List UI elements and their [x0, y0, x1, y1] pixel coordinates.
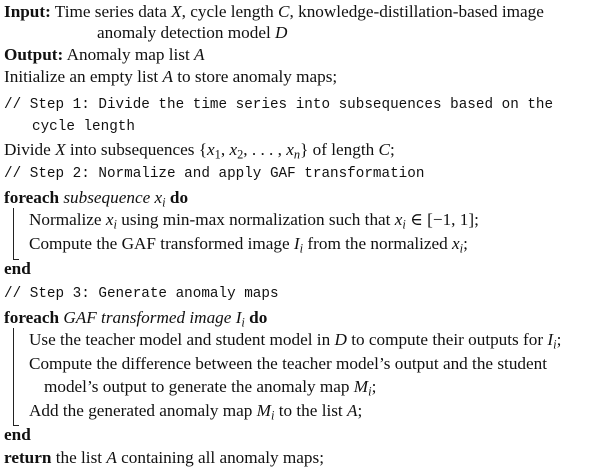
difference-line-cont: model’s output to generate the anomaly map $M_i$;: [44, 377, 377, 399]
foreach-keyword: foreach: [4, 308, 60, 327]
add-map-line: Add the generated anomaly map $M_i$ to the list A;: [29, 401, 363, 423]
return-line: return the list A containing all anomaly maps;: [4, 448, 324, 467]
loop1-rule: [13, 208, 14, 260]
step3-comment: // Step 3: Generate anomaly maps: [4, 286, 279, 302]
return-keyword: return: [4, 448, 52, 467]
divide-line: Divide X into subsequences {$x_1$, $x_2$, . . . , $x_n$} of length C;: [4, 140, 395, 162]
input-label: Input:: [4, 2, 51, 21]
input-line: Input: Time series data X, cycle length C, knowledge-distillation-based image: [4, 2, 544, 21]
gaf-line: Compute the GAF transformed image $I_i$ from the normalized $x_i$;: [29, 234, 468, 256]
do-keyword: do: [169, 188, 189, 207]
initialize-line: Initialize an empty list A to store anomaly maps;: [4, 67, 338, 86]
foreach-keyword: foreach: [4, 188, 60, 207]
difference-line: Compute the difference between the teacher model’s output and the student: [29, 354, 547, 373]
loop2-rule: [13, 328, 14, 426]
end-keyword-2: end: [4, 425, 31, 444]
step1-comment-cont: cycle length: [32, 119, 135, 135]
foreach-subsequence-line: foreach subsequence $x_i$ do: [4, 188, 189, 210]
input-continuation: anomaly detection model D: [97, 23, 288, 42]
output-line: Output: Anomaly map list A: [4, 45, 205, 64]
end-keyword-1: end: [4, 259, 31, 278]
step2-comment: // Step 2: Normalize and apply GAF transformation: [4, 166, 425, 182]
step1-comment: // Step 1: Divide the time series into subsequences based on the: [4, 97, 554, 113]
use-models-line: Use the teacher model and student model in D to compute their outputs for $I_i$;: [29, 330, 562, 352]
normalize-line: Normalize $x_i$ using min-max normalization such that $x_i$ ∈ [−1, 1];: [29, 210, 479, 232]
foreach-gaf-line: foreach GAF transformed image $I_i$ do: [4, 308, 268, 330]
output-label: Output:: [4, 45, 64, 64]
do-keyword: do: [249, 308, 268, 327]
